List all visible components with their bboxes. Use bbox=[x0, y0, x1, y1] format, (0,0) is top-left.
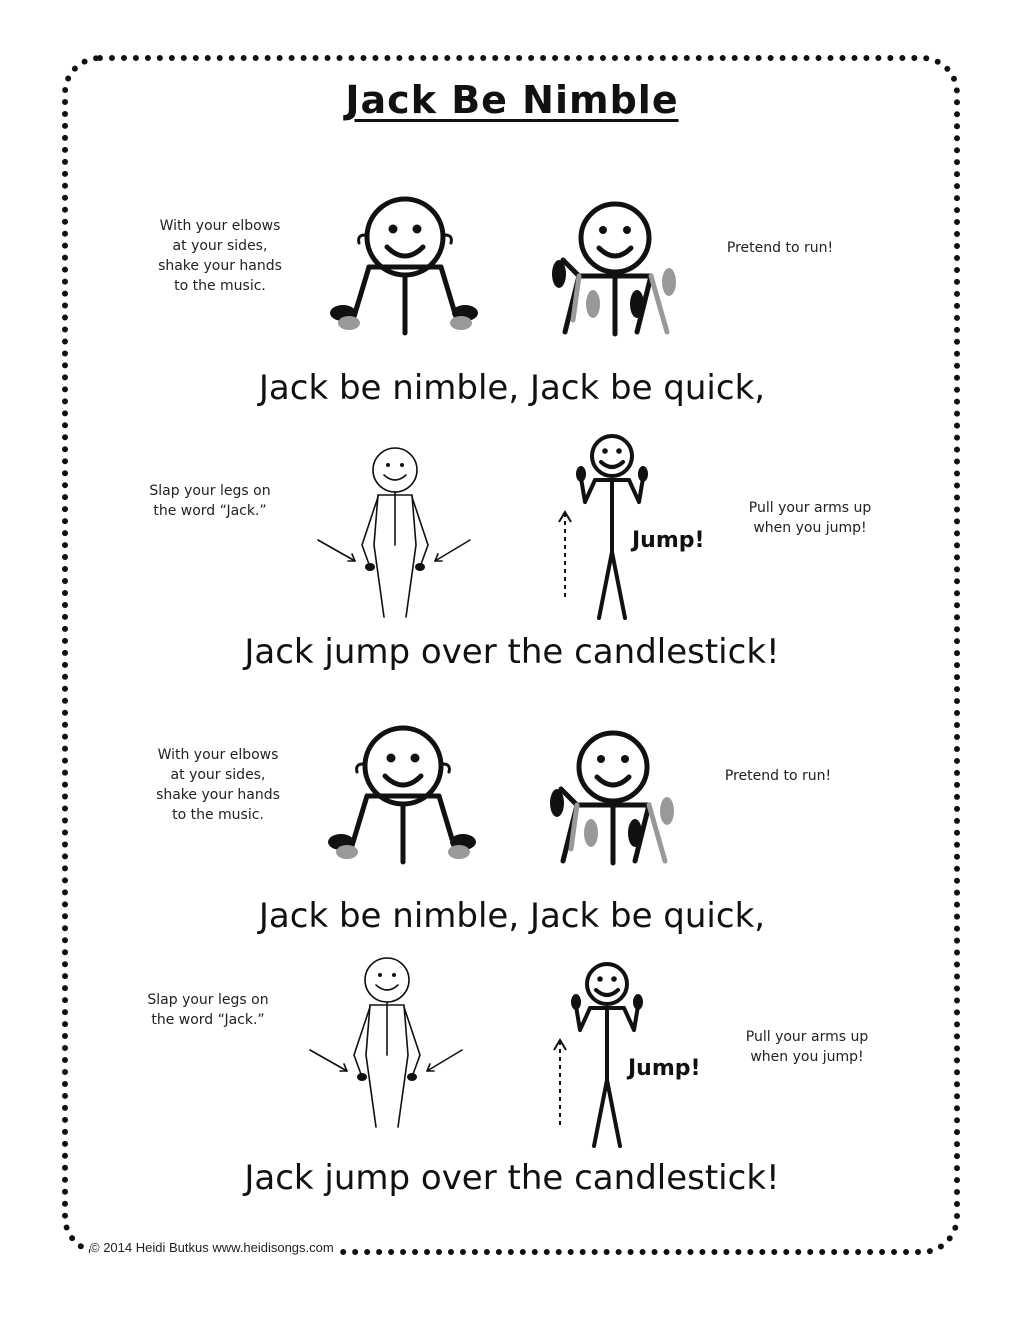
page-title: Jack Be Nimble bbox=[345, 78, 679, 122]
copyright-footer: © 2014 Heidi Butkus www.heidisongs.com bbox=[90, 1240, 338, 1255]
lyric-line-1: Jack be nimble, Jack be quick, bbox=[258, 368, 766, 408]
jump-label: Jump! bbox=[632, 528, 705, 553]
running-figure bbox=[545, 200, 685, 340]
run-instruction: Pretend to run! bbox=[724, 768, 832, 784]
jumping-figure bbox=[555, 432, 670, 622]
slap-legs-instruction: Slap your legs on the word “Jack.” bbox=[149, 483, 271, 519]
pull-arms-instruction: Pull your arms up when you jump! bbox=[748, 500, 872, 536]
run-instruction: Pretend to run! bbox=[726, 240, 834, 256]
shaking-hands-figure bbox=[323, 724, 483, 869]
slap-legs-figure bbox=[302, 955, 472, 1130]
shake-hands-instruction: With your elbows at your sides, shake your hands to the music. bbox=[158, 218, 282, 294]
shake-hands-instruction: With your elbows at your sides, shake your hands to the music. bbox=[156, 747, 280, 823]
shaking-hands-figure bbox=[325, 195, 485, 340]
lyric-line-2: Jack jump over the candlestick! bbox=[244, 632, 780, 672]
slap-legs-figure bbox=[310, 445, 480, 620]
lyric-line-1: Jack be nimble, Jack be quick, bbox=[258, 896, 766, 936]
lyric-line-2: Jack jump over the candlestick! bbox=[244, 1158, 780, 1198]
jump-label: Jump! bbox=[628, 1056, 701, 1081]
jumping-figure bbox=[550, 960, 665, 1150]
running-figure bbox=[543, 729, 683, 869]
pull-arms-instruction: Pull your arms up when you jump! bbox=[745, 1029, 869, 1065]
slap-legs-instruction: Slap your legs on the word “Jack.” bbox=[147, 992, 269, 1028]
